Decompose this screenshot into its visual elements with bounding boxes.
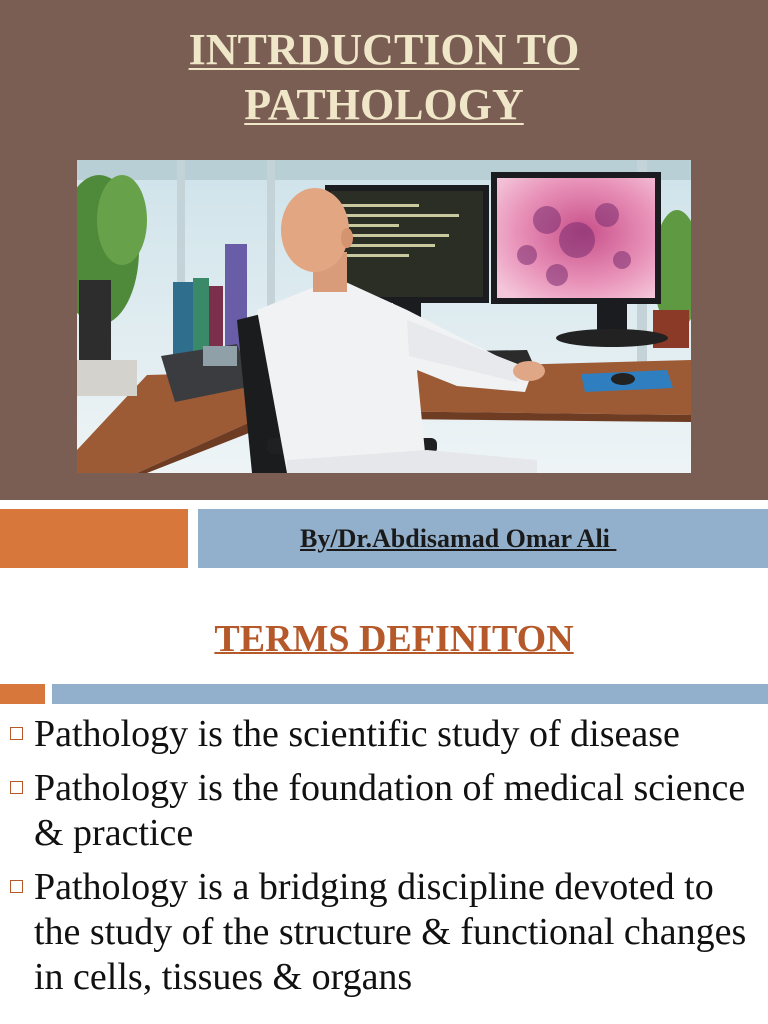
title-line-2: PATHOLOGY	[244, 80, 524, 129]
terms-definition-heading: TERMS DEFINITON	[214, 618, 574, 660]
hollow-square-bullet-icon	[10, 880, 23, 893]
definition-item	[8, 865, 768, 1000]
definition-item	[8, 712, 768, 757]
title-line-1: INTRDUCTION TO	[188, 25, 580, 74]
blue-divider-bar	[52, 684, 768, 704]
pathologist-photo	[77, 160, 691, 473]
definition-item	[8, 766, 768, 856]
definition-text: Pathology is the foundation of medical science & practice	[34, 767, 746, 854]
title-slide	[0, 0, 768, 500]
definition-text: Pathology is the scientific study of disease	[34, 713, 680, 755]
pathologist-at-workstation-image	[77, 160, 691, 473]
hollow-square-bullet-icon	[10, 781, 23, 794]
definition-list	[8, 712, 768, 1009]
slide-title	[0, 22, 768, 132]
hollow-square-bullet-icon	[10, 727, 23, 740]
orange-accent-bar	[0, 509, 188, 568]
author-name: By/Dr.Abdisamad Omar Ali	[300, 524, 617, 553]
definition-text: Pathology is a bridging discipline devoted to the study of the structure & functional changes in cells, tissues & organs	[34, 866, 747, 998]
orange-divider-bar	[0, 684, 45, 704]
